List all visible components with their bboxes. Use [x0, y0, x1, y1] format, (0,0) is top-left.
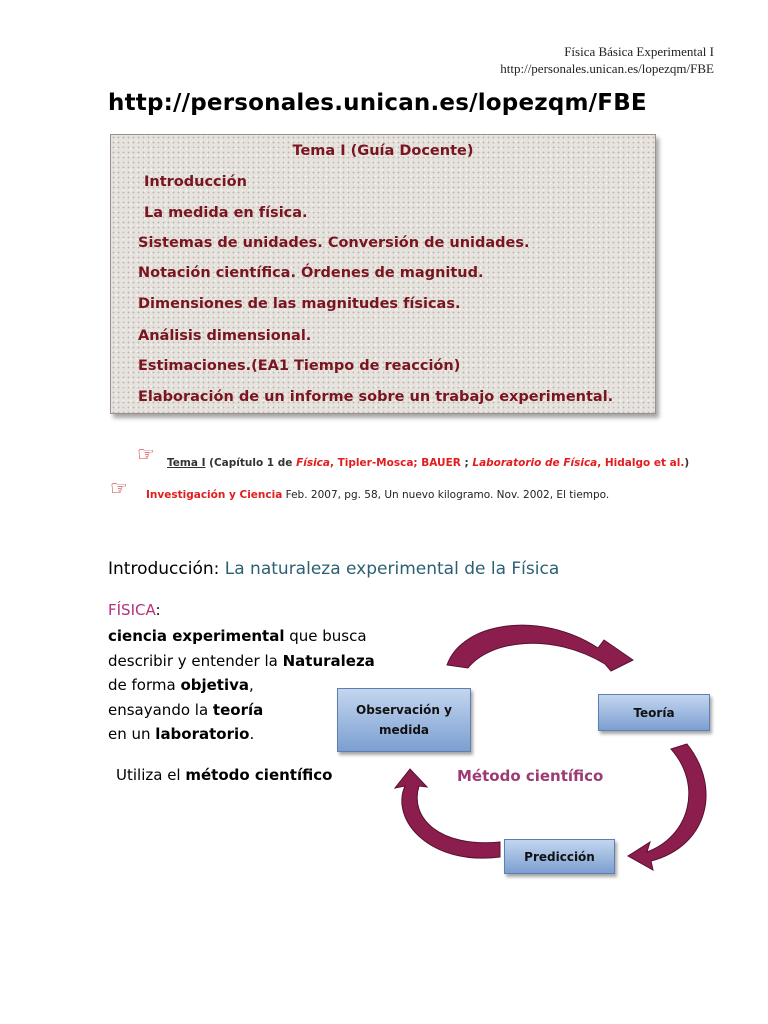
desc-text: de forma — [108, 676, 181, 694]
teoria-box — [598, 694, 710, 731]
ref-book-lab: Laboratorio de Física — [472, 457, 598, 469]
ref-authors: , Tipler-Mosca; BAUER — [330, 457, 461, 469]
observacion-box — [337, 688, 471, 752]
bold-term: laboratorio — [155, 725, 250, 743]
tema-item: Elaboración de un informe sobre un trabajo experimental. — [138, 389, 614, 405]
arrow-top — [447, 625, 633, 671]
intro-subtitle: La naturaleza experimental de la Física — [224, 559, 560, 579]
tema-item: La medida en física. — [144, 205, 308, 221]
pointing-hand-icon: ☞ — [110, 476, 128, 500]
tema-title: Tema I (Guía Docente) — [292, 143, 474, 159]
ref-book-fisica: Física — [296, 457, 330, 469]
desc-text: , — [249, 676, 254, 694]
ref-journal-detail: Feb. 2007, pg. 58, Un nuevo kilogramo. Nov. 2002, El tiempo. — [282, 489, 610, 501]
observacion-label: Observación y medida — [356, 703, 452, 737]
desc-text: ensayando la — [108, 700, 213, 719]
metodo-label: Método científico — [457, 767, 604, 785]
utiliza-text: Utiliza el — [116, 766, 186, 784]
desc-text: . — [249, 725, 255, 743]
ref-authors-hidalgo: , Hidalgo et al. — [597, 457, 685, 469]
fisica-word: FÍSICA — [108, 601, 156, 619]
tema-item: Dimensiones de las magnitudes físicas. — [138, 296, 461, 312]
bold-term: Naturaleza — [282, 651, 375, 670]
main-url[interactable]: http://personales.unican.es/lopezqm/FBE — [108, 90, 647, 116]
intro-label: Introducción: — [108, 559, 220, 579]
tema-item: Estimaciones.(EA1 Tiempo de reacción) — [138, 358, 461, 374]
ref-text: (Capítulo 1 de — [205, 457, 297, 469]
tema-item: Análisis dimensional. — [138, 328, 312, 344]
tema-item: Sistemas de unidades. Conversión de unidades. — [138, 235, 530, 251]
pointing-hand-icon: ☞ — [137, 442, 155, 466]
bold-term: ciencia experimental — [108, 627, 285, 645]
prediccion-box — [504, 839, 615, 874]
ref-text: ) — [684, 457, 690, 469]
bold-term: teoría — [212, 700, 264, 719]
ref-text: ; — [460, 457, 473, 469]
tema-item: Introducción — [144, 174, 247, 190]
colon: : — [155, 601, 161, 619]
desc-text: en un — [108, 725, 156, 743]
ref-journal: Investigación y Ciencia — [146, 489, 283, 501]
header-course: Física Básica Experimental I — [564, 44, 714, 59]
utiliza-bold: método científico — [185, 766, 333, 784]
desc-text: describir y entender la — [108, 651, 283, 670]
header-url: http://personales.unican.es/lopezqm/FBE — [500, 61, 714, 76]
arrow-right — [628, 744, 706, 870]
teoria-label: Teoría — [633, 705, 675, 720]
prediccion-label: Predicción — [524, 849, 595, 864]
desc-text: que busca — [284, 627, 367, 645]
ref-tema-link: Tema I — [167, 457, 206, 469]
tema-item: Notación científica. Órdenes de magnitud. — [138, 265, 484, 281]
bold-term: objetiva — [180, 676, 250, 694]
